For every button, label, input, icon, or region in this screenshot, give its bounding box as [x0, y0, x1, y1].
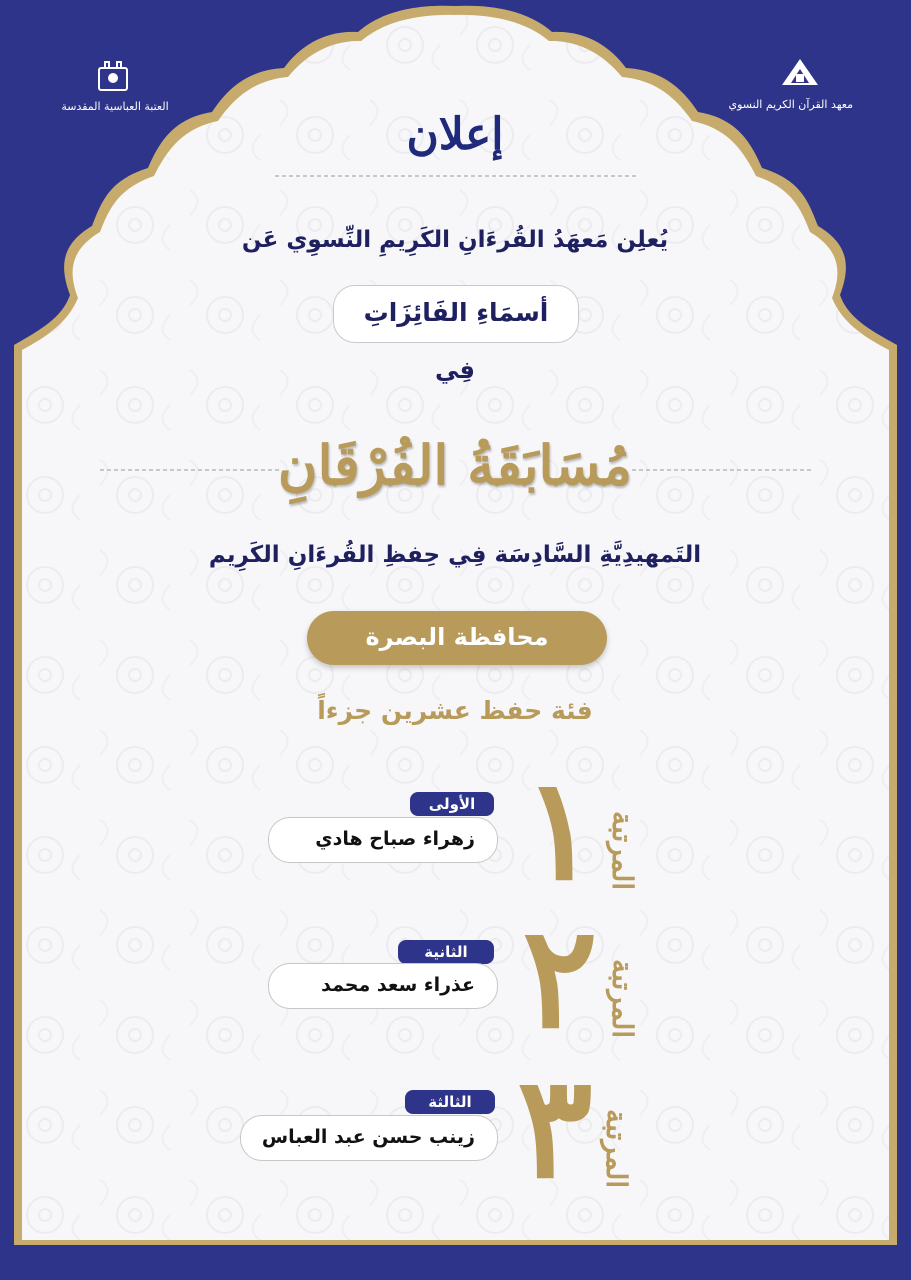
rank-badge-3: الثالثة	[405, 1090, 495, 1114]
winners-label-pill	[333, 285, 579, 343]
shrine-logo-icon	[95, 58, 131, 94]
competition-name: مُسَابَقَةُ الفُرْقَانِ	[277, 433, 633, 497]
fi-word: فِي	[435, 356, 475, 384]
announcement-title: إعلان	[406, 109, 504, 160]
intro-line: يُعلِن مَعهَدُ القُرءَانِ الكَرِيمِ النِّسوِي عَن	[241, 227, 669, 253]
province-label: محافظة البصرة	[365, 623, 549, 651]
competition-subtitle: التَمهيدِيَّةِ السَّادِسَة فِي حِفظِ القُرءَانِ الكَرِيم	[208, 542, 702, 568]
left-logo-text: العتبة العباسية المقدسة	[61, 100, 169, 113]
rank-badge-1: الأولى	[410, 792, 494, 816]
category-label: فئة حفظ عشرين جزءاً	[317, 696, 593, 725]
rank-word-3: المرتبة	[600, 1108, 633, 1188]
rank-number-1: ١	[522, 748, 598, 912]
winner-name-2: عذراء سعد محمد	[268, 963, 498, 1009]
rank-word-2: المرتبة	[606, 958, 639, 1038]
institute-logo-icon	[778, 55, 822, 89]
winner-name-3: زينب حسن عبد العباس	[240, 1115, 498, 1161]
rank-word-1: المرتبة	[606, 810, 639, 890]
rank-badge-2: الثانية	[398, 940, 494, 964]
winner-name-1: زهراء صباح هادي	[268, 817, 498, 863]
winners-label: أسمَاءِ الفَائِزَاتِ	[363, 298, 549, 327]
right-logo-text: معهد القرآن الكريم النسوي	[728, 98, 853, 111]
province-badge	[307, 611, 607, 665]
rank-number-3: ٣	[517, 1046, 593, 1210]
rank-number-2: ٢	[522, 896, 598, 1060]
